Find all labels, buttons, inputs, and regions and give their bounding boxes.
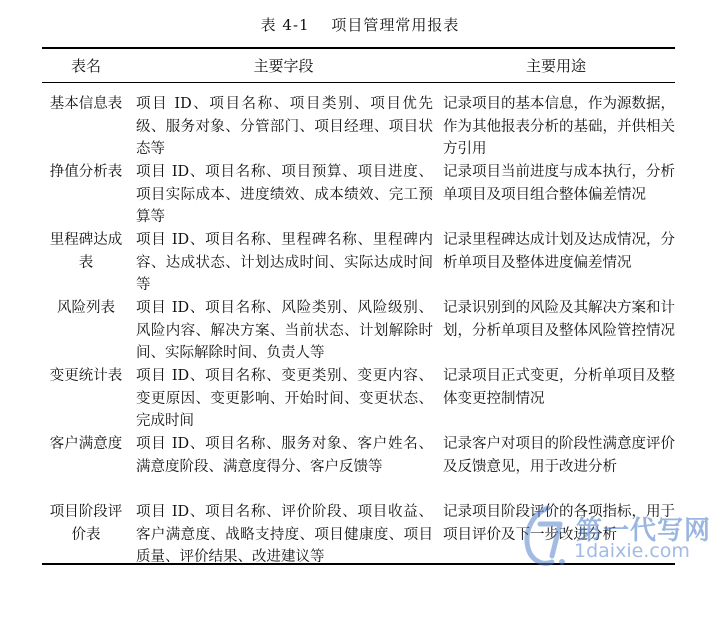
row-usage: 记录项目正式变更，分析单项目及整体变更控制情况 bbox=[443, 368, 675, 407]
row-fields: 项目 ID、项目名称、里程碑名称、里程碑内容、达成状态、计划达成时间、实际达成时间等 bbox=[136, 232, 433, 293]
row-name: 里程碑达成表 bbox=[49, 232, 123, 271]
row-fields: 项目 ID、项目名称、变更类别、变更内容、变更原因、变更影响、开始时间、变更状态、完成时间 bbox=[136, 368, 433, 429]
table-caption: 表 4-1 项目管理常用报表 bbox=[260, 16, 460, 34]
row-fields: 项目 ID、项目名称、项目类别、项目优先级、服务对象、分管部门、项目经理、项目状态等 bbox=[136, 96, 433, 157]
header-usage: 主要用途 bbox=[525, 57, 586, 75]
row-usage: 记录项目的基本信息，作为源数据，作为其他报表分析的基础，并供相关方引用 bbox=[443, 96, 675, 157]
row-name: 基本信息表 bbox=[49, 96, 123, 112]
row-name: 客户满意度 bbox=[49, 436, 123, 452]
table-row bbox=[42, 151, 675, 225]
row-usage: 记录客户对项目的阶段性满意度评价及反馈意见，用于改进分析 bbox=[443, 436, 675, 475]
table-header-row bbox=[42, 49, 675, 83]
table-row bbox=[42, 287, 675, 361]
header-fields: 主要字段 bbox=[253, 57, 314, 75]
row-fields: 项目 ID、项目名称、服务对象、客户姓名、满意度阶段、满意度得分、客户反馈等 bbox=[136, 436, 433, 475]
table-row bbox=[42, 83, 675, 157]
row-usage: 记录里程碑达成计划及达成情况，分析单项目及整体进度偏差情况 bbox=[443, 232, 675, 271]
row-fields: 项目 ID、项目名称、评价阶段、项目收益、客户满意度、战略支持度、项目健康度、项目质量、评价结果、改进建议等 bbox=[136, 504, 433, 565]
table-row bbox=[42, 423, 675, 491]
watermark-url: 1daixie.com bbox=[574, 540, 690, 562]
row-fields: 项目 ID、项目名称、风险类别、风险级别、风险内容、解决方案、当前状态、计划解除时间、实际解除时间、负责人等 bbox=[136, 300, 433, 361]
row-name: 变更统计表 bbox=[49, 368, 123, 384]
row-usage: 记录项目阶段评价的各项指标，用于项目评价及下一步改进分析 bbox=[443, 504, 675, 543]
row-name: 挣值分析表 bbox=[49, 164, 123, 180]
row-fields: 项目 ID、项目名称、项目预算、项目进度、项目实际成本、进度绩效、成本绩效、完工预算等 bbox=[136, 164, 433, 225]
table-row bbox=[42, 219, 675, 293]
row-usage: 记录项目当前进度与成本执行，分析单项目及项目组合整体偏差情况 bbox=[443, 164, 675, 203]
table-row bbox=[42, 355, 675, 429]
row-name: 项目阶段评价表 bbox=[49, 504, 123, 543]
watermark-logo-icon bbox=[518, 504, 578, 570]
row-usage: 记录识别到的风险及其解决方案和计划，分析单项目及整体风险管控情况 bbox=[443, 300, 675, 339]
watermark bbox=[518, 504, 718, 574]
header-name: 表名 bbox=[70, 57, 101, 75]
report-table bbox=[42, 47, 675, 565]
row-name: 风险列表 bbox=[57, 300, 115, 316]
watermark-title: 第一代写网 bbox=[576, 516, 712, 546]
